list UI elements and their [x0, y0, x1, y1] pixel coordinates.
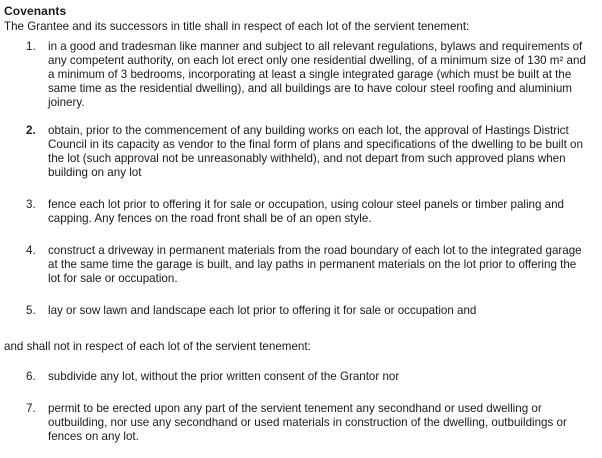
item-line: permit to be erected upon any part of the servient tenement any secondhand or used dwelling or	[48, 402, 542, 415]
item-line: fence each lot prior to offering it for sale or occupation, using colour steel panels or timber paling and	[48, 198, 565, 211]
item-text	[48, 40, 598, 110]
item-line: same time as the residential dwelling), and all buildings are to have colour steel roofing and aluminium	[48, 82, 572, 95]
item-line: the lot (such approval not be unreasonably withheld), and not depart from such approved plans when	[48, 152, 566, 165]
item-number: 5.	[26, 304, 36, 317]
intro-paragraph: The Grantee and its successors in title shall in respect of each lot of the servient tenement:	[4, 20, 470, 33]
item-line: joinery.	[48, 96, 85, 109]
item-line: capping. Any fences on the road front shall be of an open style.	[48, 212, 372, 225]
item-text	[48, 244, 598, 286]
item-line: any competent authority, on each lot erect only one residential dwelling, of a minimum size of 130 m² and	[48, 54, 586, 67]
item-line: construct a driveway in permanent materials from the road boundary of each lot to the integrated garage	[48, 244, 582, 257]
item-line: lay or sow lawn and landscape each lot prior to offering it for sale or occupation and	[48, 304, 477, 317]
section-heading: Covenants	[4, 4, 67, 18]
item-text	[48, 370, 598, 384]
item-line: fences on any lot.	[48, 430, 139, 443]
item-text	[48, 304, 598, 318]
item-line: building on any lot	[48, 166, 142, 179]
transition-paragraph: and shall not in respect of each lot of the servient tenement:	[4, 340, 311, 353]
item-line: at the same time the garage is built, and lay paths in permanent materials on the lot prior to offering the	[48, 258, 577, 271]
item-text	[48, 198, 598, 226]
item-line: Council in its capacity as vendor to the final form of plans and specifications of the dwelling to be built on	[48, 138, 583, 151]
item-number: 6.	[26, 370, 36, 383]
item-number: 7.	[26, 402, 36, 415]
item-line: a minimum of 3 bedrooms, incorporating at least a single integrated garage (which must be built at the	[48, 68, 572, 81]
item-text	[48, 124, 598, 180]
item-number: 3.	[26, 198, 36, 211]
item-line: subdivide any lot, without the prior written consent of the Grantor nor	[48, 370, 400, 383]
item-line: lot for sale or occupation.	[48, 272, 178, 285]
item-number: 1.	[26, 40, 36, 53]
item-number: 2.	[26, 124, 36, 137]
item-line: in a good and tradesman like manner and subject to all relevant regulations, bylaws and requirements of	[48, 40, 583, 53]
item-number: 4.	[26, 244, 36, 257]
item-line: obtain, prior to the commencement of any building works on each lot, the approval of Hastings District	[48, 124, 569, 137]
item-line: outbuilding, nor use any secondhand or used materials in construction of the dwelling, outbuildings or	[48, 416, 567, 429]
item-text	[48, 402, 598, 444]
